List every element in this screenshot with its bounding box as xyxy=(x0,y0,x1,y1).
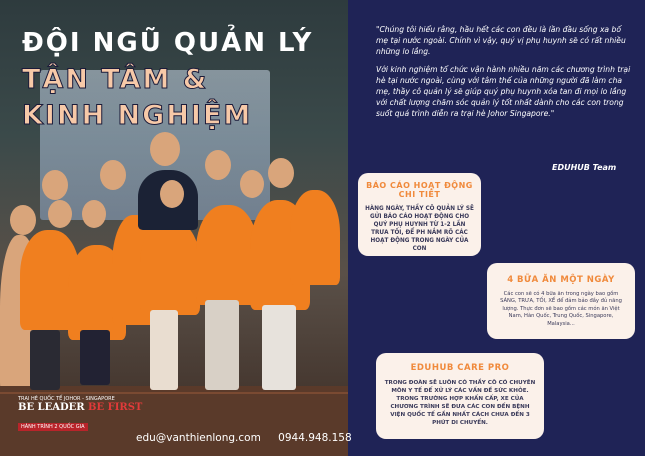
logo-brand-b: BE FIRST xyxy=(84,402,143,413)
head-shape xyxy=(82,200,106,228)
head-shape xyxy=(10,205,36,235)
card-body: HÀNG NGÀY, THẦY CÔ QUẢN LÝ SẼ GỬI BÁO CÁO HOẠT ĐỘNG CHO QUÝ PHỤ HUYNH TỪ 1-2 LẦN TRƯA TỐI, ĐỂ PH NẮM RÕ CÁC HOẠT ĐỘNG TRONG NGÀY CỦA CON xyxy=(365,206,474,252)
head-shape xyxy=(150,132,180,166)
contact-line xyxy=(136,432,352,444)
legs-shape xyxy=(150,310,178,390)
person-shape xyxy=(140,220,200,315)
contact-email[interactable]: edu@vanthienlong.com xyxy=(136,432,261,444)
floor-line xyxy=(0,392,348,394)
contact-phone[interactable]: 0944.948.158 xyxy=(278,432,352,444)
team-quote xyxy=(376,24,631,126)
head-shape xyxy=(268,158,294,188)
head-shape xyxy=(205,150,231,180)
head-shape xyxy=(100,160,126,190)
card-title: 4 BỮA ĂN MỘT NGÀY xyxy=(507,275,615,285)
head-shape xyxy=(48,200,72,228)
card-title: EDUHUB CARE PRO xyxy=(410,363,510,373)
logo-top-text: TRẠI HÈ QUỐC TẾ JOHOR - SINGAPORE xyxy=(18,396,115,402)
card-activity-report xyxy=(358,173,481,256)
person-shape xyxy=(290,190,340,285)
legs-shape xyxy=(205,300,239,390)
card-care-pro xyxy=(376,353,544,439)
quote-paragraph-1: "Chúng tôi hiểu rằng, hầu hết các con đều là lần đầu sống xa bố mẹ tại nước ngoài. Chính vì vậy, quý vị phụ huynh sẽ có rất nhiều những lo lắng. xyxy=(376,25,626,56)
legs-shape xyxy=(30,330,60,390)
card-title: BÁO CÁO HOẠT ĐỘNG CHI TIẾT xyxy=(366,181,473,199)
camp-logo xyxy=(18,396,143,432)
logo-brand xyxy=(18,402,143,413)
headline-line-1: ĐỘI NGŨ QUẢN LÝ xyxy=(22,28,314,58)
logo-subtitle: HÀNH TRÌNH 2 QUỐC GIA xyxy=(18,423,88,431)
headline-line-3: KINH NGHIỆM xyxy=(22,100,253,131)
card-body: TRONG ĐOÀN SẼ LUÔN CÓ THẦY CÔ CÓ CHUYÊN MÔN Y TẾ ĐỂ XỬ LÝ CÁC VẤN ĐỀ SỨC KHỎE. TRONG TRƯỜNG HỢP KHẨN CẤP, XE CỦA CHƯƠNG TRÌNH SẼ ĐƯA CÁC CON ĐẾN BỆNH VIỆN QUỐC TẾ GẦN NHẤT CÁCH CHƯA ĐẾN 3 PHÚT DI CHUYỂN. xyxy=(384,380,536,426)
headline-line-2: TẬN TÂM & xyxy=(22,64,209,95)
card-meals xyxy=(487,263,635,339)
head-shape xyxy=(240,170,264,198)
quote-signature: EDUHUB Team xyxy=(552,163,617,172)
person-shape xyxy=(196,205,258,305)
legs-shape xyxy=(80,330,110,385)
logo-brand-a: BE LEADER xyxy=(18,402,85,413)
quote-paragraph-2: Với kinh nghiệm tổ chức vận hành nhiều năm các chương trình trại hè tại nước ngoài, cùng với tâm thế của những người đã làm cha mẹ, thầy cô quản lý sẽ giúp quý phụ huynh xóa tan đi mọi lo lắng với chất lượng chăm sóc quản lý tốt nhất dành cho các con trong suốt quá trình diễn ra trại hè Johor Singapore." xyxy=(376,65,631,118)
head-shape xyxy=(42,170,68,200)
legs-shape xyxy=(262,305,296,390)
card-body: Các con sẽ có 4 bữa ăn trong ngày bao gồm SÁNG, TRƯA, TỐI, XẾ để đảm bảo đầy đủ năng lượng. Thực đơn sẽ bao gồm các món ăn Việt Nam, Hàn Quốc, Trung Quốc, Singapore, Malaysia... xyxy=(500,291,622,327)
head-shape xyxy=(160,180,184,208)
